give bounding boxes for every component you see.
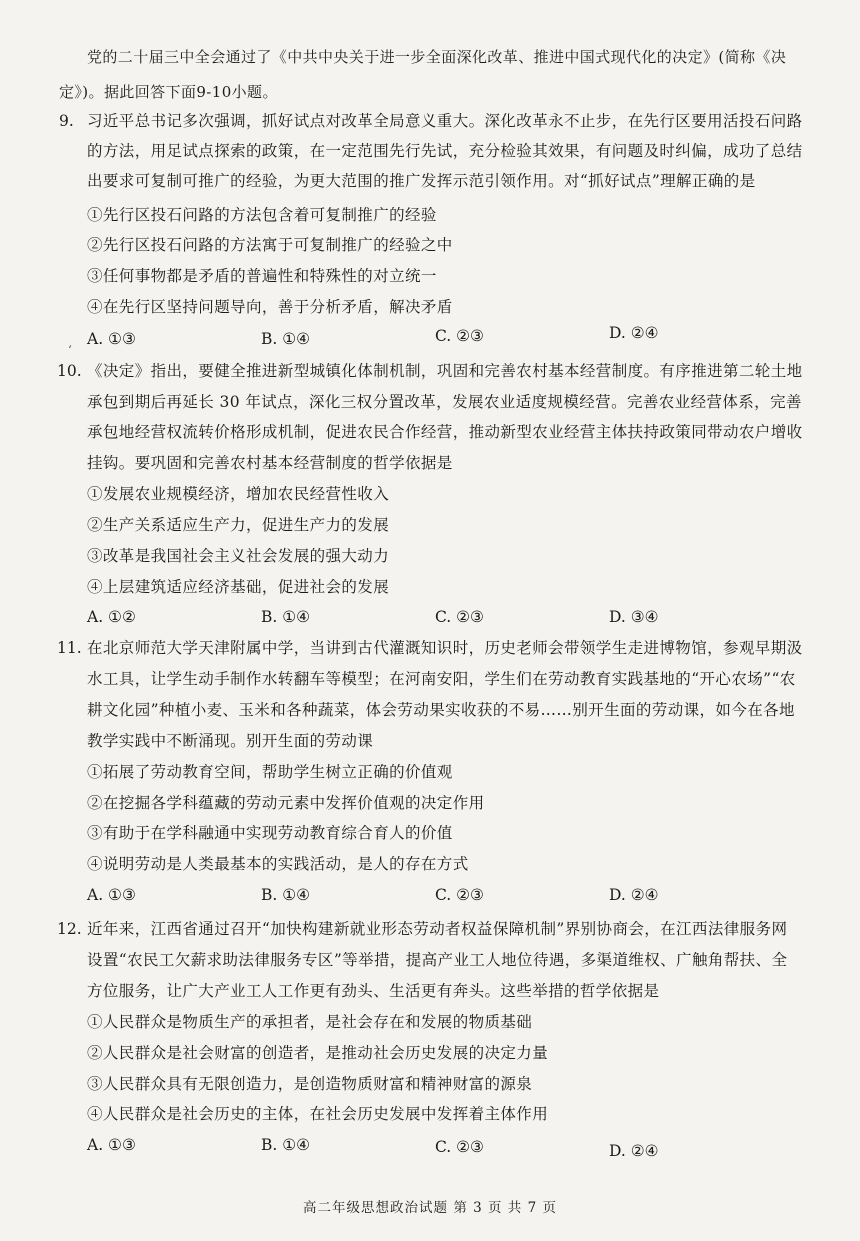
question-11-statement: ④说明劳动是人类最基本的实践活动，是人的存在方式: [87, 855, 469, 873]
question-9-statement: ②先行区投石问路的方法寓于可复制推广的经验之中: [87, 236, 453, 254]
question-12-statement: ③人民群众具有无限创造力，是创造物质财富和精神财富的源泉: [87, 1075, 533, 1093]
question-11-stem-line: 在北京师范大学天津附属中学，当讲到古代灌溉知识时，历史老师会带领学生走进博物馆，参观早期汲: [87, 639, 803, 657]
question-10-stem-line: 承包到期后再延长 30 年试点，深化三权分置改革，发展农业适度规模经营。完善农业经营体系，完善: [87, 393, 802, 411]
question-11-option-a[interactable]: A. ①③: [87, 886, 136, 904]
question-10-option-a[interactable]: A. ①②: [87, 608, 136, 626]
question-12-stem-line: 设置“农民工欠薪求助法律服务专区”等举措，提高产业工人地位待遇，多渠道维权、广触角帮扶、全: [87, 951, 788, 969]
question-9-option-d[interactable]: D. ②④: [609, 324, 659, 342]
question-12-statement: ②人民群众是社会财富的创造者，是推动社会历史发展的决定力量: [87, 1044, 549, 1062]
question-12-option-c[interactable]: C. ②③: [435, 1138, 484, 1156]
question-9-option-b[interactable]: B. ①④: [261, 330, 311, 348]
question-9-stem-line: 习近平总书记多次强调，抓好试点对改革全局意义重大。深化改革永不止步，在先行区要用活投石问路: [87, 112, 803, 130]
question-12-statement: ①人民群众是物质生产的承担者，是社会存在和发展的物质基础: [87, 1013, 533, 1031]
question-11-stem-line: 教学实践中不断涌现。别开生面的劳动课: [87, 732, 374, 750]
question-12-number: 12.: [57, 920, 82, 938]
intro-line-1: 党的二十届三中全会通过了《中共中央关于进一步全面深化改革、推进中国式现代化的决定》(简称《决: [87, 48, 787, 66]
question-11-number: 11.: [57, 639, 82, 657]
question-12-option-a[interactable]: A. ①③: [87, 1136, 136, 1154]
question-9-statement: ④在先行区坚持问题导向，善于分析矛盾，解决矛盾: [87, 298, 453, 316]
question-10-statement: ④上层建筑适应经济基础，促进社会的发展: [87, 578, 390, 596]
question-9-stem-line: 的方法，用足试点探索的政策，在一定范围先行先试，充分检验其效果，有问题及时纠偏，成功了总结: [87, 142, 803, 160]
question-10-stem-line: 挂钩。要巩固和完善农村基本经营制度的哲学依据是: [87, 454, 453, 472]
question-12-stem-line: 方位服务，让广大产业工人工作更有劲头、生活更有奔头。这些举措的哲学依据是: [87, 982, 660, 1000]
question-12-option-d[interactable]: D. ②④: [609, 1142, 659, 1160]
pen-mark: ‘: [68, 343, 72, 357]
question-11-statement: ①拓展了劳动教育空间，帮助学生树立正确的价值观: [87, 763, 453, 781]
question-11-statement: ③有助于在学科融通中实现劳动教育综合育人的价值: [87, 824, 453, 842]
question-11-option-c[interactable]: C. ②③: [435, 886, 484, 904]
question-11-statement: ②在挖掘各学科蕴藏的劳动元素中发挥价值观的决定作用: [87, 794, 485, 812]
page-footer: 高二年级思想政治试题 第 3 页 共 7 页: [303, 1200, 557, 1216]
question-11-option-d[interactable]: D. ②④: [609, 886, 659, 904]
question-10-option-c[interactable]: C. ②③: [435, 608, 484, 626]
question-11-stem-line: 水工具，让学生动手制作水转翻车等模型；在河南安阳，学生们在劳动教育实践基地的“开心农场”“农: [87, 670, 796, 688]
question-9-option-a[interactable]: A. ①③: [87, 330, 136, 348]
question-12-stem-line: 近年来，江西省通过召开“加快构建新就业形态劳动者权益保障机制”界别协商会，在江西法律服务网: [87, 920, 788, 938]
question-11-stem-line: 耕文化园”种植小麦、玉米和各种蔬菜，体会劳动果实收获的不易……别开生面的劳动课，如今在各地: [87, 701, 795, 719]
question-10-stem-line: 承包地经营权流转价格形成机制，促进农民合作经营，推动新型农业经营主体扶持政策同带动农户增收: [87, 423, 803, 441]
question-9-number: 9.: [59, 112, 74, 130]
question-12-statement: ④人民群众是社会历史的主体，在社会历史发展中发挥着主体作用: [87, 1105, 549, 1123]
question-10-statement: ①发展农业规模经济，增加农民经营性收入: [87, 485, 390, 503]
question-9-statement: ①先行区投石问路的方法包含着可复制推广的经验: [87, 206, 437, 224]
question-10-option-d[interactable]: D. ③④: [609, 608, 659, 626]
question-9-stem-line: 出要求可复制可推广的经验，为更大范围的推广发挥示范引领作用。对“抓好试点”理解正确的是: [87, 172, 756, 190]
question-9-option-c[interactable]: C. ②③: [435, 327, 484, 345]
question-10-statement: ③改革是我国社会主义社会发展的强大动力: [87, 547, 390, 565]
question-11-option-b[interactable]: B. ①④: [261, 886, 311, 904]
question-10-stem-line: 《决定》指出，要健全推进新型城镇化体制机制，巩固和完善农村基本经营制度。有序推进第二轮土地: [87, 362, 803, 380]
question-10-option-b[interactable]: B. ①④: [261, 608, 311, 626]
question-9-statement: ③任何事物都是矛盾的普遍性和特殊性的对立统一: [87, 267, 437, 285]
intro-line-2: 定》)。据此回答下面9-10小题。: [59, 83, 278, 101]
question-12-option-b[interactable]: B. ①④: [261, 1136, 311, 1154]
question-10-number: 10.: [57, 362, 82, 380]
question-10-statement: ②生产关系适应生产力，促进生产力的发展: [87, 516, 390, 534]
